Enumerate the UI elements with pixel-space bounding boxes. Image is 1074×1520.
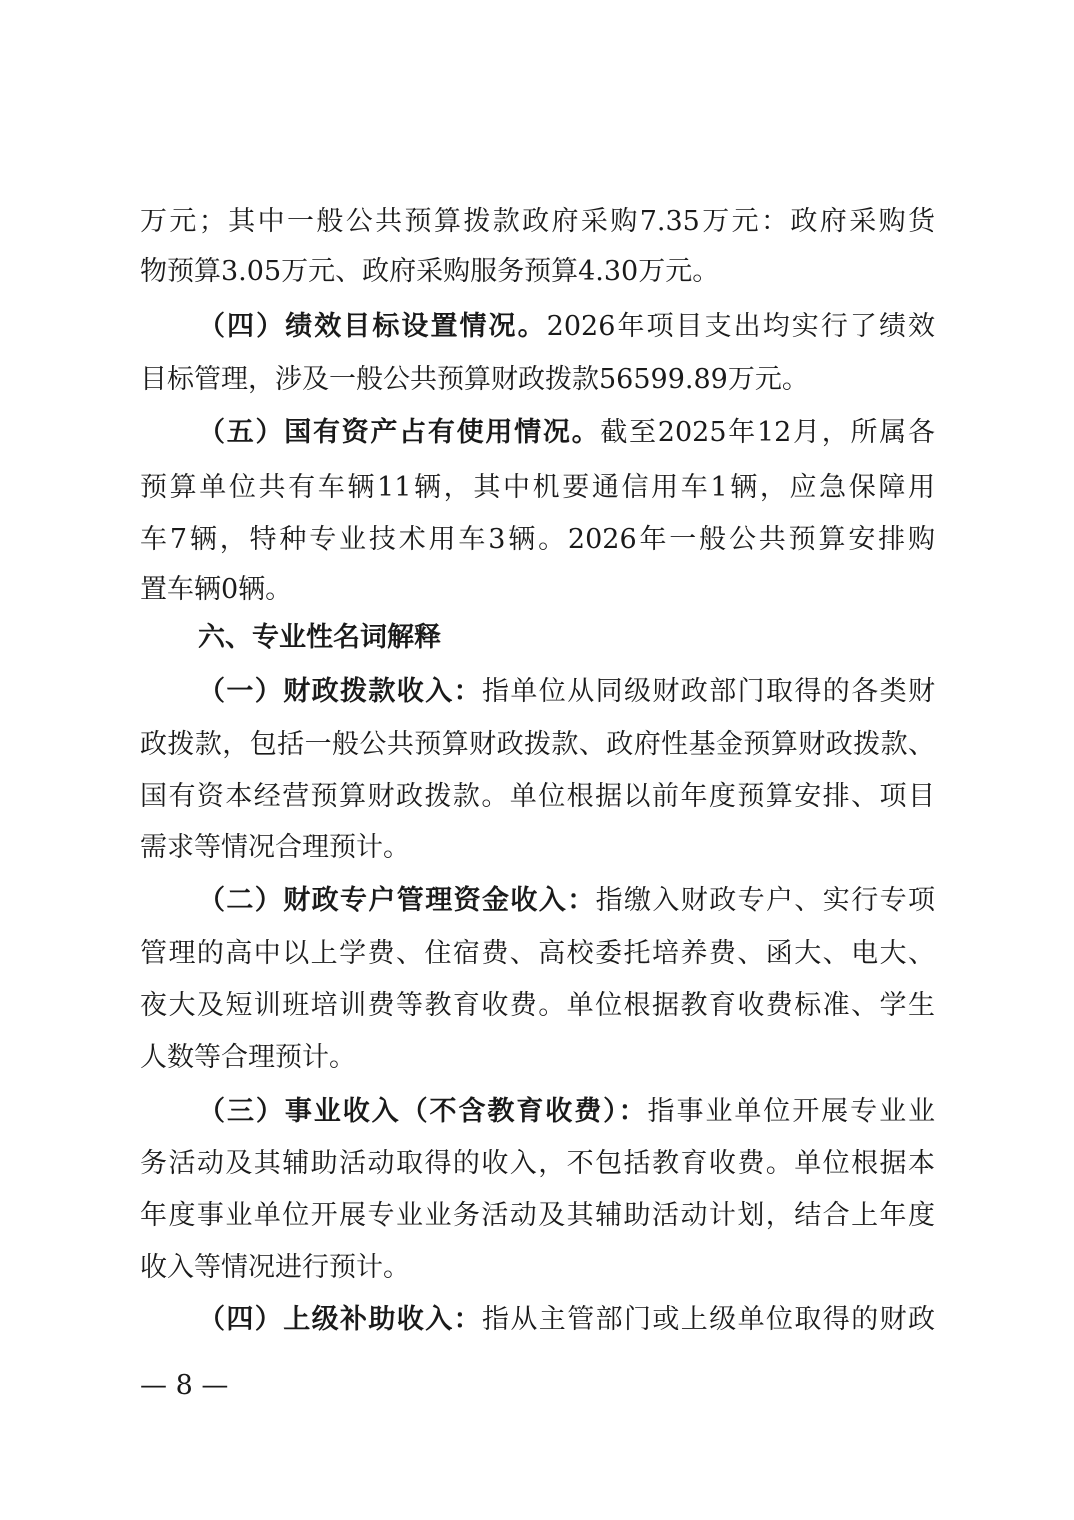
text-line bbox=[140, 1248, 935, 1288]
text-line bbox=[140, 520, 935, 560]
section-heading bbox=[198, 618, 935, 658]
body-text: 指单位从同级财政部门取得的各类财 bbox=[482, 676, 935, 707]
body-text: 目标管理，涉及一般公共预算财政拨款56599.89万元。 bbox=[140, 364, 809, 395]
body-text: 人数等合理预计。 bbox=[140, 1042, 356, 1073]
text-line bbox=[140, 252, 935, 292]
body-text: 年度事业单位开展专业业务活动及其辅助活动计划，结合上年度 bbox=[140, 1200, 935, 1231]
text-line bbox=[140, 202, 935, 242]
body-text: 需求等情况合理预计。 bbox=[140, 832, 410, 863]
body-text: 收入等情况进行预计。 bbox=[140, 1252, 410, 1283]
text-line bbox=[198, 1092, 935, 1132]
body-text: 物预算3.05万元、政府采购服务预算4.30万元。 bbox=[140, 256, 720, 287]
text-line bbox=[140, 1038, 935, 1078]
text-line bbox=[140, 1196, 935, 1236]
body-text: 指从主管部门或上级单位取得的财政 bbox=[482, 1304, 935, 1335]
text-line bbox=[140, 570, 935, 610]
page-number: — 8 — bbox=[140, 1370, 229, 1401]
text-line bbox=[140, 986, 935, 1026]
body-text: 万元；其中一般公共预算拨款政府采购7.35万元：政府采购货 bbox=[140, 206, 935, 237]
body-text: 指缴入财政专户、实行专项 bbox=[595, 885, 936, 916]
body-text: 政拨款，包括一般公共预算财政拨款、政府性基金预算财政拨款、 bbox=[140, 729, 935, 760]
text-line bbox=[140, 468, 935, 508]
text-line bbox=[140, 777, 935, 817]
text-line bbox=[140, 934, 935, 974]
text-line bbox=[140, 1144, 935, 1184]
item-label: （四）上级补助收入： bbox=[198, 1304, 482, 1335]
body-text: 国有资本经营预算财政拨款。单位根据以前年度预算安排、项目 bbox=[140, 781, 935, 812]
body-text: 预算单位共有车辆11辆，其中机要通信用车1辆，应急保障用 bbox=[140, 472, 935, 503]
item-label: （五）国有资产占有使用情况。 bbox=[198, 417, 601, 448]
item-label: （三）事业收入（不含教育收费）： bbox=[198, 1096, 648, 1127]
body-text: 截至2025年12月，所属各 bbox=[600, 417, 936, 448]
text-line bbox=[140, 360, 935, 400]
body-text: 务活动及其辅助活动取得的收入，不包括教育收费。单位根据本 bbox=[140, 1148, 935, 1179]
text-line bbox=[198, 1300, 935, 1340]
item-label: （四）绩效目标设置情况。 bbox=[198, 311, 547, 342]
text-line bbox=[198, 881, 935, 921]
heading-text: 六、专业性名词解释 bbox=[198, 622, 441, 653]
body-text: 车7辆，特种专业技术用车3辆。2026年一般公共预算安排购 bbox=[140, 524, 935, 555]
body-text: 管理的高中以上学费、住宿费、高校委托培养费、函大、电大、 bbox=[140, 938, 935, 969]
text-line bbox=[140, 725, 935, 765]
body-text: 指事业单位开展专业业 bbox=[647, 1096, 936, 1127]
text-line bbox=[198, 413, 935, 453]
item-label: （一）财政拨款收入： bbox=[198, 676, 482, 707]
body-text: 夜大及短训班培训费等教育收费。单位根据教育收费标准、学生 bbox=[140, 990, 935, 1021]
body-text: 置车辆0辆。 bbox=[140, 574, 293, 605]
text-line bbox=[198, 307, 935, 347]
body-text: 2026年项目支出均实行了绩效 bbox=[546, 311, 935, 342]
item-label: （二）财政专户管理资金收入： bbox=[198, 885, 596, 916]
text-line bbox=[198, 672, 935, 712]
text-line bbox=[140, 828, 935, 868]
